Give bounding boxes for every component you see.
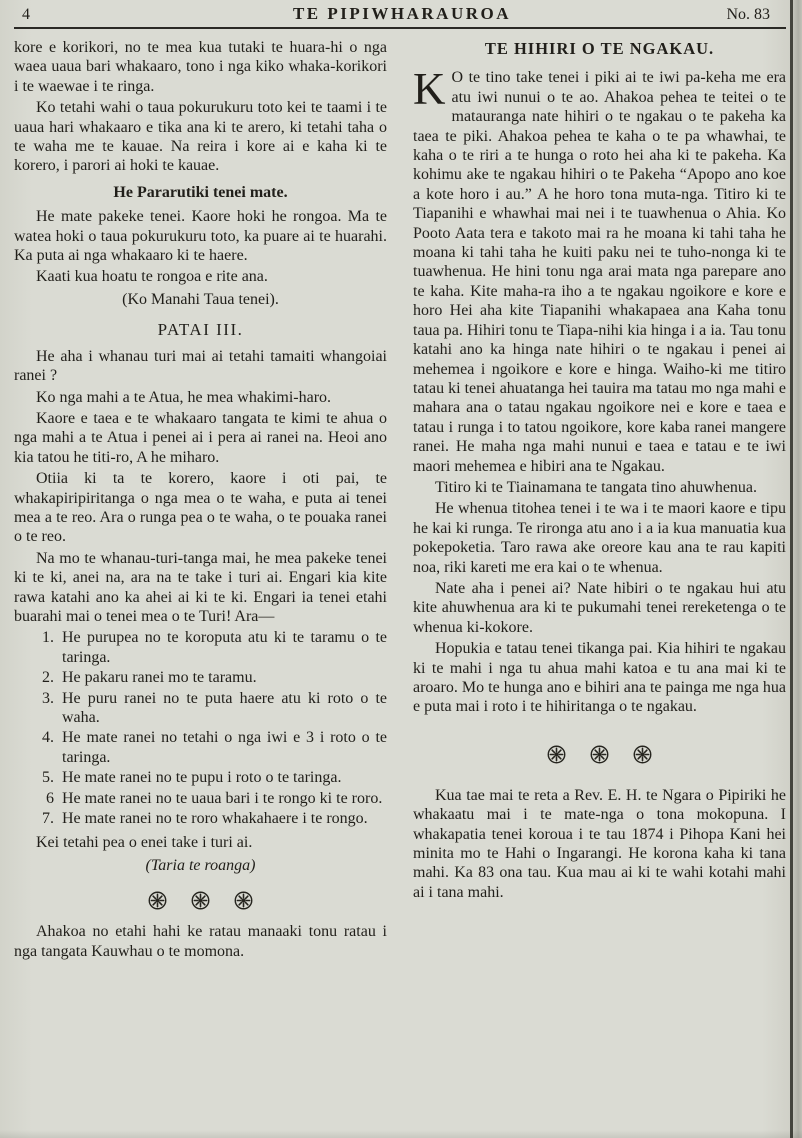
masthead-title: TE PIPIWHARAUROA <box>292 4 512 23</box>
list-text: He purupea no te koroputa atu ki te taramu o te taringa. <box>62 629 387 666</box>
paragraph-text: O te tino take tenei i piki ai te iwi pa-keha me era atu iwi nunui o te ao. Ahakoa pehea te teitei o te matauranga nate hihiri o te ngakau o te pakeha ka taea te piki. Ahakoa pehea te kaha o te pa whawhai, te kaha o te riri a te hunga o roto hei aha ki te pakeha. Ka kohimu ake te ngakau hihiri o te Pakeha “Apopo ano koe a kote horo i au.” A he horo tona muta-nga. Titiro ki te Tiapanihi e whawhai mai nei i te tuawhenua o Ahia. Ko Pooto Aata tera e takoto mai ra he moana ki tahi taha he moana ki tahi taha he kuiti paku nei te tuho-nonga ki te tuawhenua. He hini tonu nga arai mata nga parepare ano te kaha. Kite maha-ra iho a te ngakau ngoikore e kore e horo Hei aha kite Tiapanihi whakapaea ana Kaha tonu taua pa. Hihiri tonu te Tiapa-nihi kia hinga i a ia. Tau tonu katahi ano ka hinga nate hihiri o te ngakau i penei ai mehemea i ngoikore e kore e hinga. Waiho-ki me titiro tatau ki tenei ahuatanga hei tauira ma tatau mo nga mahi e mahara ana o tatau ngakau ngoikore nei e kore e taea e tatau i runga i to tatou ngoikore, kore kaba ranei mangere ranei. He maha nga mahi nunui e taea e tatau e te iwi maori mehemea e hibiri ana te Ngakau. <box>413 69 786 475</box>
continuation-note: (Taria te roanga) <box>145 856 256 874</box>
ornament-row <box>14 891 387 910</box>
paragraph: Kei tetahi pea o enei take i turi ai. <box>36 834 253 852</box>
paragraph-dropcap <box>413 64 786 476</box>
list-item <box>42 628 387 667</box>
columns <box>14 29 786 963</box>
paragraph: He whenua titohea tenei i te wa i te maori kaore e tipu he kai ki runga. Te rironga atu ano i a ia kua manuatia kua pokepoketia. Taro rawa ake oreore kau ana te rau kapiti noa, riki kareti me era kai o te whenua. <box>413 500 786 576</box>
flower-ornament-icon <box>148 891 167 910</box>
issue-number: No. 83 <box>726 6 770 23</box>
list-marker: 3. <box>42 689 54 707</box>
list-marker: 7. <box>42 810 54 828</box>
left-column <box>14 38 387 963</box>
paragraph: kore e korikori, no te mea kua tutaki te huara-hi o nga waea uaua bari whakaaro, tono i nga kiko whaka-korikori i te waewae i te ringa. <box>14 39 387 95</box>
list-marker: 1. <box>42 629 54 647</box>
drop-cap: K <box>413 64 446 115</box>
flower-ornament-icon <box>633 745 652 764</box>
list-item <box>42 789 387 808</box>
flower-ornament-icon <box>547 745 566 764</box>
paragraph: Nate aha i penei ai? Nate hibiri o te ngakau hui atu kite ahuwhenua ara ki te pukumahi tenei rereketenga o te whenua ki-kokore. <box>413 579 786 636</box>
list-item <box>42 768 387 787</box>
flower-ornament-icon <box>590 745 609 764</box>
list-marker: 2. <box>42 669 54 687</box>
page-number: 4 <box>22 6 30 23</box>
list-item <box>42 728 387 767</box>
scan-edge-line <box>790 0 793 1138</box>
article-heading-hihiri: TE HIHIRI O TE NGAKAU. <box>484 39 715 58</box>
paragraph: Kaore e taea e te whakaaro tangata te kimi te ahua o nga mahi a te Atua i penei ai i pera ai ranei na. Heoi ano kia tatou he titi-ro, A he miharo. <box>14 409 387 466</box>
paragraph: Kua tae mai te reta a Rev. E. H. te Ngara o Pipiriki he whakaatu mai i te mate-nga o tona mokopuna. I whakapatia tenei koroua i te tau 1874 i Pihopa Kani hei minita mo te Hahi o Ingarangi. He korona kaha ki tana mahi. Ka 83 ona tau. Kua mau ai ki te wahi kotahi mahi ai i tana mahi. <box>413 786 786 901</box>
right-column <box>413 38 786 963</box>
paragraph: Titiro ki te Tiainamana te tangata tino ahuwhenua. <box>435 478 758 496</box>
flower-ornament-icon <box>191 891 210 910</box>
page-header <box>14 3 786 24</box>
signature-line: (Ko Manahi Taua tenei). <box>122 290 279 308</box>
paragraph: He aha i whanau turi mai ai tetahi tamaiti whangoiai ranei ? <box>14 347 387 385</box>
paragraph: Ko tetahi wahi o taua pokurukuru toto kei te taami i te uaua hari whakaaro e tika ana ki te arero, ki tetahi taha o te waha me te kauae. Na reira i kore ai e kaha ki te korero, i parori ai hoki te kauae. <box>14 99 387 175</box>
list-marker: 4. <box>42 729 54 747</box>
paragraph: Otiia ki ta te korero, kaore i oti pai, te whakapiripiritanga o nga mea o te waha, e puta ai tenei mea a te reo. Ara o runga pea o te waha, o te pouaka ranei o te reo. <box>14 470 387 546</box>
list-marker: 5. <box>42 769 54 787</box>
section-heading-pararutiki: He Pararutiki tenei mate. <box>113 183 288 201</box>
list-text: He pakaru ranei mo te taramu. <box>62 669 257 687</box>
paragraph: Ko nga mahi a te Atua, he mea whakimi-haro. <box>36 388 332 406</box>
paragraph: He mate pakeke tenei. Kaore hoki he rongoa. Ma te watea hoki o taua pokurukuru toto, ka puare ai te huarahi. Ka puta ai nga whakaaro ki te haere. <box>14 208 387 265</box>
list-text: He mate ranei no te pupu i roto o te taringa. <box>62 769 342 787</box>
list-text: He mate ranei no te uaua bari i te rongo ki te roro. <box>62 789 383 807</box>
paragraph: Hopukia e tatau tenei tikanga pai. Kia hihiri te ngakau ki te mahi i nga tu ahua mahi katoa e tu ana mai ki te aroaro. Mo te hunga ano e bihiri ana te painga me nga hua e puta mai i roto i te hihiritanga o te ngakau. <box>413 640 786 716</box>
list-item <box>42 689 387 728</box>
ornament-row <box>413 745 786 764</box>
list-text: He mate ranei no te roro whakahaere i te rongo. <box>62 810 368 828</box>
list-text: He mate ranei no tetahi o nga iwi e 3 i roto o te taringa. <box>62 729 387 766</box>
scan-bottom-shadow <box>0 1130 802 1138</box>
list-item <box>42 809 387 828</box>
paragraph: Ahakoa no etahi hahi ke ratau manaaki tonu ratau i nga tangata Kauwhau o te momona. <box>14 923 387 960</box>
list-text: He puru ranei no te puta haere atu ki roto o te waha. <box>62 689 387 726</box>
section-heading-patai: PATAI III. <box>157 320 244 340</box>
paragraph: Na mo te whanau-turi-tanga mai, he mea pakeke tenei ki te ki, anei na, ara na te take i turi ai. Engari kia kite rawa katahi ano ka ahei ai ki te ki. Engari ia tenei etahi buarahi mai o tenei mea o te Turi! Ara— <box>14 549 387 625</box>
paragraph: Kaati kua hoatu te rongoa e rite ana. <box>36 268 268 286</box>
list-marker: 6 <box>46 789 54 807</box>
flower-ornament-icon <box>234 891 253 910</box>
list-item <box>42 668 387 687</box>
numbered-list <box>14 628 387 828</box>
